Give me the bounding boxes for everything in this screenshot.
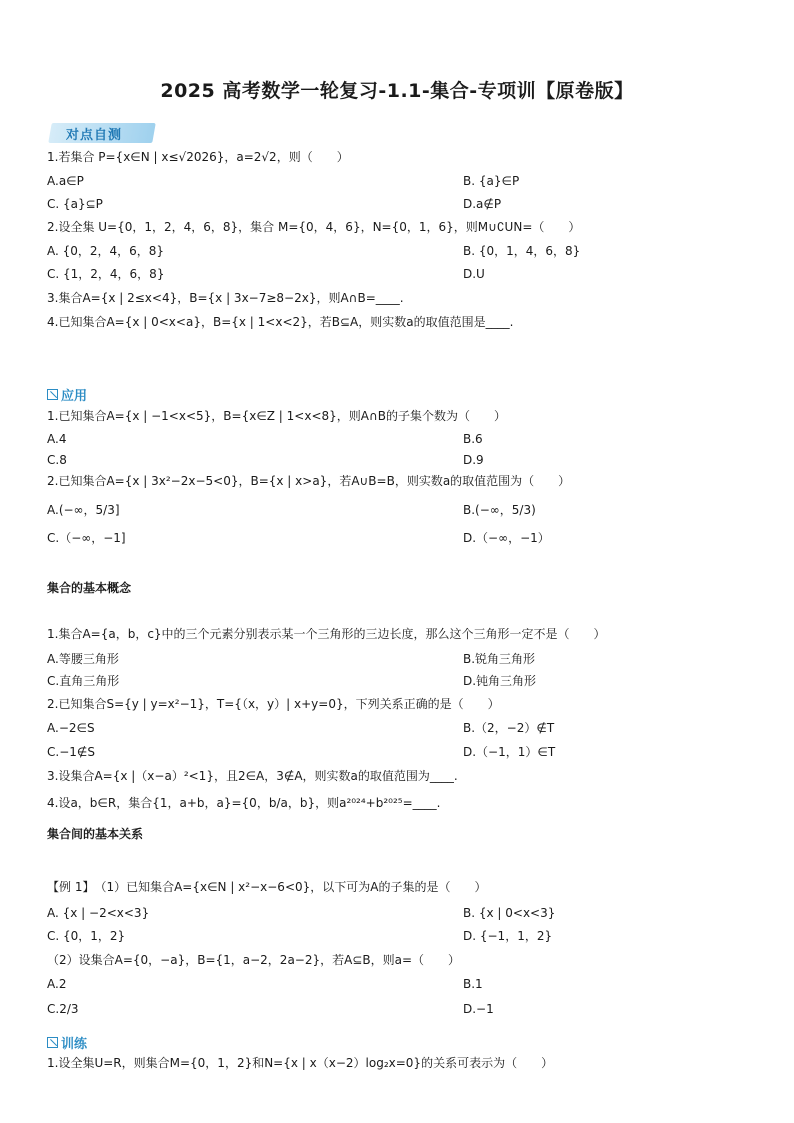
relations-ex1-option-a: A. {x | −2<x<3} bbox=[47, 906, 150, 920]
relations-ex1-option-c: C. {0，1，2} bbox=[47, 929, 126, 943]
self-test-q1-option-d: D.a∉P bbox=[463, 197, 502, 211]
section-self-test-label: 对点自测 bbox=[66, 128, 123, 143]
relations-ex1-option-d: D. {−1，1，2} bbox=[463, 929, 553, 943]
self-test-q1-option-a: A.a∈P bbox=[47, 174, 84, 188]
section-train bbox=[47, 1033, 87, 1052]
self-test-q2-option-c: C. {1，2，4，6，8} bbox=[47, 267, 165, 281]
self-test-q2: 2.设全集 U={0，1，2，4，6，8}，集合 M={0，4，6}，N={0，1，6}，则M∪∁UN=（ ） bbox=[47, 220, 581, 234]
train-q1: 1.设全集U=R，则集合M={0，1，2}和N={x | x（x−2）log₂x=0}的关系可表示为（ ） bbox=[47, 1056, 554, 1070]
concepts-q1: 1.集合A={a，b，c}中的三个元素分别表示某一个三角形的三边长度，那么这个三角形一定不是（ ） bbox=[47, 627, 606, 641]
concepts-q2-option-c: C.−1∉S bbox=[47, 745, 95, 759]
self-test-q1: 1.若集合 P={x∈N | x≤√2026}，a=2√2，则（ ） bbox=[47, 150, 349, 164]
self-test-q1-option-c: C. {a}⊆P bbox=[47, 197, 103, 211]
apply-q1-option-a: A.4 bbox=[47, 432, 67, 446]
relations-example-2: （2）设集合A={0，−a}，B={1，a−2，2a−2}，若A⊆B，则a=（ ） bbox=[47, 953, 461, 967]
self-test-q1-option-b: B. {a}∈P bbox=[463, 174, 520, 188]
edit-icon bbox=[47, 389, 58, 400]
concepts-q2-option-a: A.−2∈S bbox=[47, 721, 95, 735]
concepts-q1-option-a: A.等腰三角形 bbox=[47, 652, 119, 666]
self-test-q2-option-a: A. {0，2，4，6，8} bbox=[47, 244, 165, 258]
self-test-q2-option-d: D.U bbox=[463, 267, 485, 281]
concepts-q2-option-d: D.（−1，1）∈T bbox=[463, 745, 556, 759]
relations-ex2-option-b: B.1 bbox=[463, 977, 483, 991]
apply-q1-option-d: D.9 bbox=[463, 453, 484, 467]
apply-q2-option-c: C.（−∞，−1] bbox=[47, 531, 126, 545]
edit-icon bbox=[47, 1037, 58, 1048]
concepts-q4: 4.设a，b∈R，集合{1，a+b，a}={0，b/a，b}，则a²⁰²⁴+b²⁰²⁵=____. bbox=[47, 796, 441, 810]
concepts-q1-option-d: D.钝角三角形 bbox=[463, 674, 537, 688]
section-apply-label: 应用 bbox=[61, 389, 88, 404]
heading-basic-relations: 集合间的基本关系 bbox=[47, 827, 144, 841]
concepts-q1-option-c: C.直角三角形 bbox=[47, 674, 120, 688]
self-test-q2-option-b: B. {0，1，4，6，8} bbox=[463, 244, 581, 258]
section-apply bbox=[47, 385, 87, 404]
concepts-q1-option-b: B.锐角三角形 bbox=[463, 652, 536, 666]
relations-ex2-option-a: A.2 bbox=[47, 977, 67, 991]
concepts-q3: 3.设集合A={x |（x−a）²<1}，且2∈A，3∉A，则实数a的取值范围为____. bbox=[47, 769, 458, 783]
relations-ex1-option-b: B. {x | 0<x<3} bbox=[463, 906, 556, 920]
apply-q2-option-a: A.(−∞，5/3] bbox=[47, 503, 120, 517]
document-title: 2025 高考数学一轮复习-1.1-集合-专项训【原卷版】 bbox=[160, 80, 634, 102]
relations-example-1: 【例 1】 （1）已知集合A={x∈N | x²−x−6<0}，以下可为A的子集的是（ ） bbox=[47, 880, 487, 894]
apply-q2: 2.已知集合A={x | 3x²−2x−5<0}，B={x | x>a}，若A∪B=B，则实数a的取值范围为（ ） bbox=[47, 474, 571, 488]
relations-ex2-option-d: D.−1 bbox=[463, 1002, 494, 1016]
apply-q1: 1.已知集合A={x | −1<x<5}，B={x∈Z | 1<x<8}，则A∩B的子集个数为（ ） bbox=[47, 409, 507, 423]
apply-q2-option-b: B.(−∞，5/3) bbox=[463, 503, 536, 517]
concepts-q2: 2.已知集合S={y | y=x²−1}，T={（x，y）| x+y=0}，下列关系正确的是（ ） bbox=[47, 697, 500, 711]
apply-q1-option-c: C.8 bbox=[47, 453, 67, 467]
apply-q2-option-d: D.（−∞，−1） bbox=[463, 531, 550, 545]
relations-ex2-option-c: C.2/3 bbox=[47, 1002, 79, 1016]
self-test-q4: 4.已知集合A={x | 0<x<a}，B={x | 1<x<2}，若B⊆A，则实数a的取值范围是____. bbox=[47, 315, 514, 329]
concepts-q2-option-b: B.（2，−2）∉T bbox=[463, 721, 555, 735]
heading-basic-concepts: 集合的基本概念 bbox=[47, 581, 132, 595]
section-train-label: 训练 bbox=[61, 1037, 88, 1052]
apply-q1-option-b: B.6 bbox=[463, 432, 483, 446]
self-test-q3: 3.集合A={x | 2≤x<4}，B={x | 3x−7≥8−2x}，则A∩B=____. bbox=[47, 291, 404, 305]
